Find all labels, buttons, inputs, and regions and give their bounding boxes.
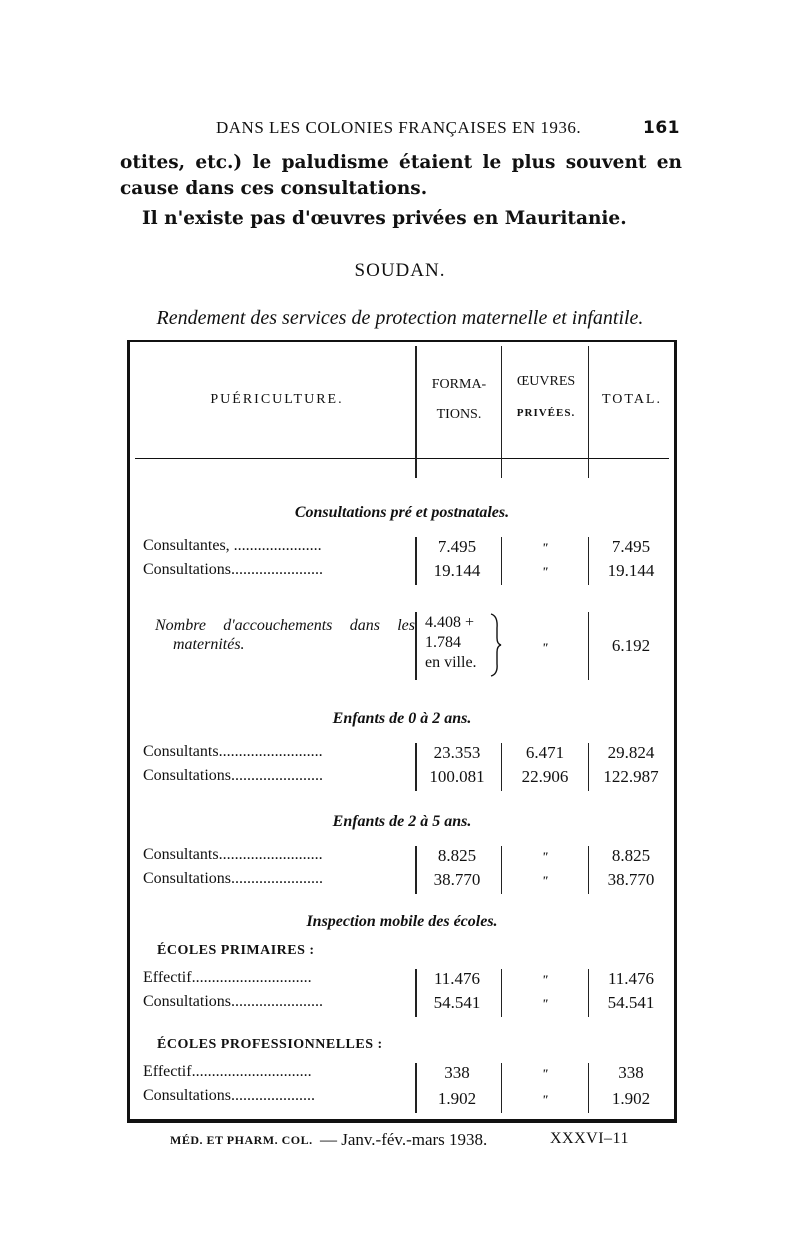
row-label: Consultations....................... — [143, 870, 324, 887]
paragraph-1: otites, etc.) le paludisme étaient le plus souvent en cause dans ces consultations. — [120, 152, 682, 199]
accouchements-label-2: maternités. — [173, 636, 245, 653]
cell-total: 7.495 — [611, 537, 651, 556]
cell-total: 29.824 — [607, 743, 655, 762]
footer-date: — Janv.-fév.-mars 1938. — [320, 1130, 488, 1149]
cell-formations: 8.825 — [437, 846, 477, 865]
cell-oeuvres: " — [541, 849, 549, 864]
section-heading: SOUDAN. — [354, 260, 446, 281]
col-sep — [501, 537, 502, 585]
accouchements-label-1: Nombre d'accouchements dans les — [155, 617, 415, 634]
row-label: Consultations....................... — [143, 561, 324, 578]
cell-total: 1.902 — [611, 1089, 651, 1108]
subsection-ecoles-primaires: ÉCOLES PRIMAIRES : — [157, 943, 315, 958]
cell-formations: 38.770 — [433, 870, 481, 889]
accouchements-oeuvres: " — [541, 640, 549, 655]
col-sep — [501, 743, 502, 791]
table-title: Rendement des services de protection maternelle et infantile. — [156, 307, 644, 329]
row-label: Effectif.............................. — [143, 969, 312, 986]
col-sep — [415, 969, 417, 1017]
header-oeuvres-1: ŒUVRES — [516, 374, 576, 389]
col-sep — [415, 846, 417, 894]
cell-total: 122.987 — [603, 767, 659, 786]
section-title-inspection: Inspection mobile des écoles. — [306, 913, 498, 930]
section-title-prenatal: Consultations pré et postnatales. — [294, 504, 510, 521]
table-border-left — [127, 340, 130, 1123]
accouchements-total: 6.192 — [611, 636, 651, 655]
col-sep — [588, 969, 589, 1017]
header-formations-1: FORMA- — [431, 377, 487, 392]
table-border-bottom — [127, 1119, 677, 1123]
cell-oeuvres: " — [541, 996, 549, 1011]
cell-oeuvres: " — [541, 564, 549, 579]
cell-total: 8.825 — [611, 846, 651, 865]
footer-journal: MÉD. ET PHARM. COL. — [170, 1133, 313, 1147]
col-sep — [588, 1063, 589, 1113]
cell-oeuvres: " — [541, 1066, 549, 1081]
cell-oeuvres: 6.471 — [525, 743, 565, 762]
brace-icon — [489, 612, 503, 678]
cell-total: 38.770 — [607, 870, 655, 889]
header-formations-2: TIONS. — [436, 407, 482, 422]
cell-formations: 11.476 — [433, 969, 481, 988]
cell-formations: 100.081 — [429, 767, 485, 786]
header-puericulture: PUÉRICULTURE. — [210, 392, 344, 407]
data-table — [127, 340, 677, 1123]
col-sep — [588, 612, 589, 680]
cell-oeuvres: " — [541, 540, 549, 555]
col-sep — [415, 743, 417, 791]
cell-formations: 23.353 — [433, 743, 481, 762]
page-number: 161 — [643, 118, 680, 138]
table-border-top — [127, 340, 677, 342]
running-head-title: DANS LES COLONIES FRANÇAISES EN 1936. — [216, 118, 582, 137]
cell-oeuvres: " — [541, 972, 549, 987]
footer-signature: XXXVI–11 — [550, 1130, 629, 1147]
row-label: Consultations....................... — [143, 767, 324, 784]
col-sep — [415, 1063, 417, 1113]
running-head — [128, 118, 680, 142]
header-oeuvres-2: PRIVÉES. — [516, 407, 576, 419]
row-label: Consultants.......................... — [143, 743, 323, 760]
cell-total: 19.144 — [607, 561, 655, 580]
accouchements-formations-2: 1.784 — [425, 634, 461, 651]
col-sep — [415, 537, 417, 585]
col-sep — [501, 846, 502, 894]
cell-formations: 338 — [444, 1063, 470, 1082]
accouchements-formations-1: 4.408 + — [425, 614, 475, 631]
section-title-0-2: Enfants de 0 à 2 ans. — [332, 710, 472, 727]
section-title-2-5: Enfants de 2 à 5 ans. — [332, 813, 472, 830]
col-sep-2-header — [501, 346, 502, 478]
row-label: Consultantes, ...................... — [143, 537, 322, 554]
paragraph-2: Il n'existe pas d'œuvres privées en Mauritanie. — [142, 208, 627, 229]
cell-oeuvres: " — [541, 873, 549, 888]
cell-formations: 54.541 — [433, 993, 481, 1012]
row-label: Effectif.............................. — [143, 1063, 312, 1080]
header-total: TOTAL. — [601, 392, 662, 407]
col-sep — [588, 537, 589, 585]
cell-formations: 1.902 — [437, 1089, 477, 1108]
cell-oeuvres: " — [541, 1092, 549, 1107]
col-sep — [501, 1063, 502, 1113]
cell-formations: 7.495 — [437, 537, 477, 556]
cell-total: 338 — [618, 1063, 644, 1082]
col-sep — [588, 743, 589, 791]
table-border-right — [674, 340, 677, 1123]
col-sep — [588, 846, 589, 894]
row-label: Consultations....................... — [143, 993, 324, 1010]
cell-oeuvres: 22.906 — [521, 767, 569, 786]
cell-total: 54.541 — [607, 993, 655, 1012]
page-footer — [120, 1130, 680, 1154]
row-label: Consultants.......................... — [143, 846, 323, 863]
cell-formations: 19.144 — [433, 561, 481, 580]
row-label: Consultations..................... — [143, 1087, 316, 1104]
accouchements-formations-3: en ville. — [425, 654, 477, 671]
subsection-ecoles-professionnelles: ÉCOLES PROFESSIONNELLES : — [157, 1037, 383, 1052]
cell-total: 11.476 — [607, 969, 655, 988]
col-sep — [415, 612, 417, 680]
col-sep — [501, 969, 502, 1017]
